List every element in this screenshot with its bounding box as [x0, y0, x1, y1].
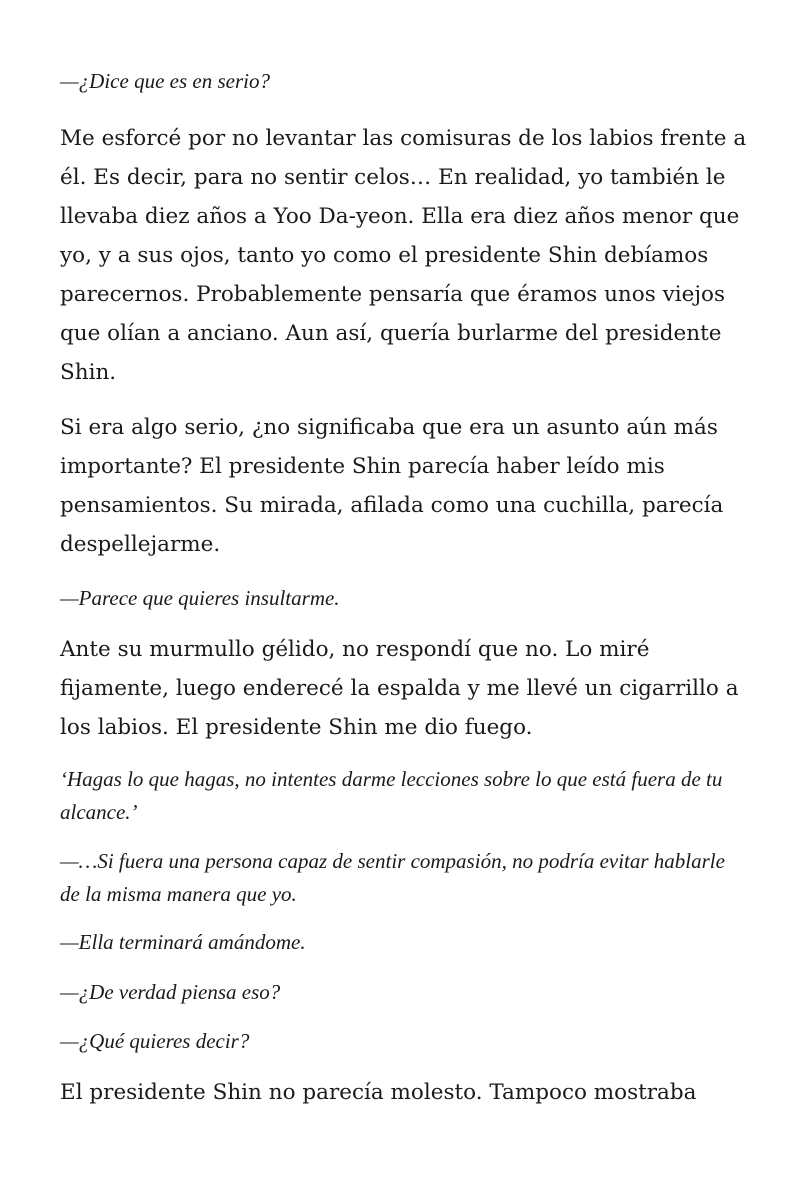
dialogue-line: —…Si fuera una persona capaz de sentir compasión, no podría evitar hablarle de la misma manera que yo.: [60, 849, 725, 906]
dialogue-line: —¿Dice que es en serio?: [60, 69, 270, 93]
dialogue-line: —Ella terminará amándome.: [60, 930, 306, 954]
paragraph: El presidente Shin no parecía molesto. Tampoco mostraba: [60, 1080, 697, 1105]
paragraph: Ante su murmullo gélido, no respondí que no. Lo miré fijamente, luego enderecé la espalda y me llevé un cigarrillo a los labios. El presidente Shin me dio fuego.: [60, 637, 739, 740]
dialogue-line: ‘Hagas lo que hagas, no intentes darme lecciones sobre lo que está fuera de tu alcance.’: [60, 767, 723, 824]
dialogue-line: —Parece que quieres insultarme.: [60, 586, 340, 610]
dialogue-line: —¿De verdad piensa eso?: [60, 980, 281, 1004]
dialogue-line: —¿Qué quieres decir?: [60, 1029, 250, 1053]
paragraph: Si era algo serio, ¿no significaba que era un asunto aún más importante? El presidente Shin parecía haber leído mis pensamientos. Su mirada, afilada como una cuchilla, parecía despellejarme.: [60, 415, 724, 557]
paragraph: Me esforcé por no levantar las comisuras de los labios frente a él. Es decir, para no sentir celos… En realidad, yo también le llevaba diez años a Yoo Da-yeon. Ella era diez años menor que yo, y a sus ojos, tanto yo como el presidente Shin debíamos parecernos. Probablemente pensaría que éramos unos viejos que olían a anciano. Aun así, quería burlarme del presidente Shin.: [60, 126, 747, 385]
